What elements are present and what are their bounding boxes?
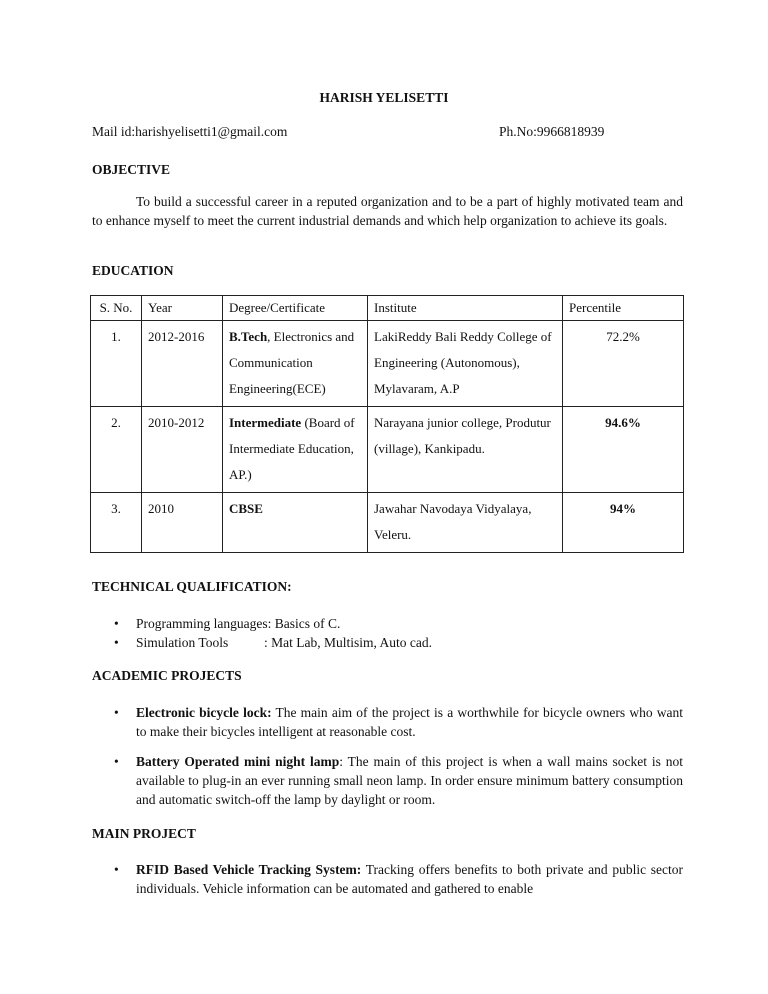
table-row xyxy=(91,407,684,493)
row-institute: LakiReddy Bali Reddy College of Engineering (Autonomous), Mylavaram, A.P xyxy=(368,321,563,407)
row-institute: Narayana junior college, Produtur (village), Kankipadu. xyxy=(368,407,563,493)
project-text: : The main of this project is when a wall mains socket is not available to plug-in an ever running small neon lamp. In order ensure minimum battery consumption and automatic switch-off the lamp by daylight or room. xyxy=(136,754,683,807)
degree-name: CBSE xyxy=(229,501,263,516)
row-percentile: 72.2% xyxy=(563,321,684,407)
row-degree xyxy=(223,493,368,553)
technical-heading: TECHNICAL QUALIFICATION: xyxy=(92,579,292,594)
row-degree xyxy=(223,407,368,493)
row-year: 2010 xyxy=(142,493,223,553)
academic-list xyxy=(92,703,683,820)
bullet-icon: • xyxy=(114,616,119,631)
candidate-name: HARISH YELISETTI xyxy=(319,90,449,105)
column-header: Year xyxy=(142,296,223,321)
row-sno: 2. xyxy=(91,407,142,493)
row-percentile: 94.6% xyxy=(563,407,684,493)
table-row xyxy=(91,321,684,407)
list-item xyxy=(92,633,432,652)
project-title: Electronic bicycle lock: xyxy=(136,705,272,720)
table-row xyxy=(91,493,684,553)
list-item xyxy=(92,614,432,633)
objective-text xyxy=(92,192,683,230)
item-label: Simulation Tools xyxy=(136,635,229,650)
main-project-list xyxy=(92,860,683,909)
item-label: Programming languages: xyxy=(136,616,275,631)
objective-paragraph: To build a successful career in a reputed organization and to be a part of highly motivated team and to enhance myself to meet the current industrial demands and which help organization to achieve its goals. xyxy=(92,194,683,228)
row-percentile: 94% xyxy=(563,493,684,553)
row-institute: Jawahar Navodaya Vidyalaya, Veleru. xyxy=(368,493,563,553)
education-heading: EDUCATION xyxy=(92,263,174,278)
phone-line: Ph.No:9966818939 xyxy=(499,124,605,139)
academic-heading: ACADEMIC PROJECTS xyxy=(92,668,242,683)
list-item xyxy=(92,703,683,741)
row-year: 2012-2016 xyxy=(142,321,223,407)
row-sno: 3. xyxy=(91,493,142,553)
bullet-icon: • xyxy=(114,862,119,877)
column-header: Percentile xyxy=(563,296,684,321)
row-degree xyxy=(223,321,368,407)
objective-heading: OBJECTIVE xyxy=(92,162,171,177)
item-value: Basics of C. xyxy=(274,616,341,631)
table-header-row xyxy=(91,296,684,321)
list-item xyxy=(92,860,683,898)
column-header: Degree/Certificate xyxy=(223,296,368,321)
degree-name: Intermediate xyxy=(229,415,302,430)
degree-detail: (Board of Intermediate Education, AP.) xyxy=(229,415,355,482)
bullet-icon: • xyxy=(114,705,119,720)
column-header: S. No. xyxy=(91,296,142,321)
project-text: Tracking offers benefits to both private and public sector individuals. Vehicle information can be automated and gathered to enable xyxy=(136,862,683,896)
technical-list xyxy=(92,614,432,652)
degree-detail: , Electronics and Communication Engineering(ECE) xyxy=(229,329,355,396)
list-item xyxy=(92,752,683,809)
row-sno: 1. xyxy=(91,321,142,407)
bullet-icon: • xyxy=(114,754,119,769)
project-title: Battery Operated mini night lamp xyxy=(136,754,340,769)
bullet-icon: • xyxy=(114,635,119,650)
main-project-heading: MAIN PROJECT xyxy=(92,826,196,841)
project-title: RFID Based Vehicle Tracking System: xyxy=(136,862,362,877)
row-year: 2010-2012 xyxy=(142,407,223,493)
column-header: Institute xyxy=(368,296,563,321)
project-text: The main aim of the project is a worthwhile for bicycle owners who want to make their bicycles intelligent at reasonable cost. xyxy=(136,705,683,739)
education-table xyxy=(90,295,684,553)
email-line: Mail id:harishyelisetti1@gmail.com xyxy=(92,124,288,139)
item-value: : Mat Lab, Multisim, Auto cad. xyxy=(264,635,432,650)
degree-name: B.Tech xyxy=(229,329,268,344)
